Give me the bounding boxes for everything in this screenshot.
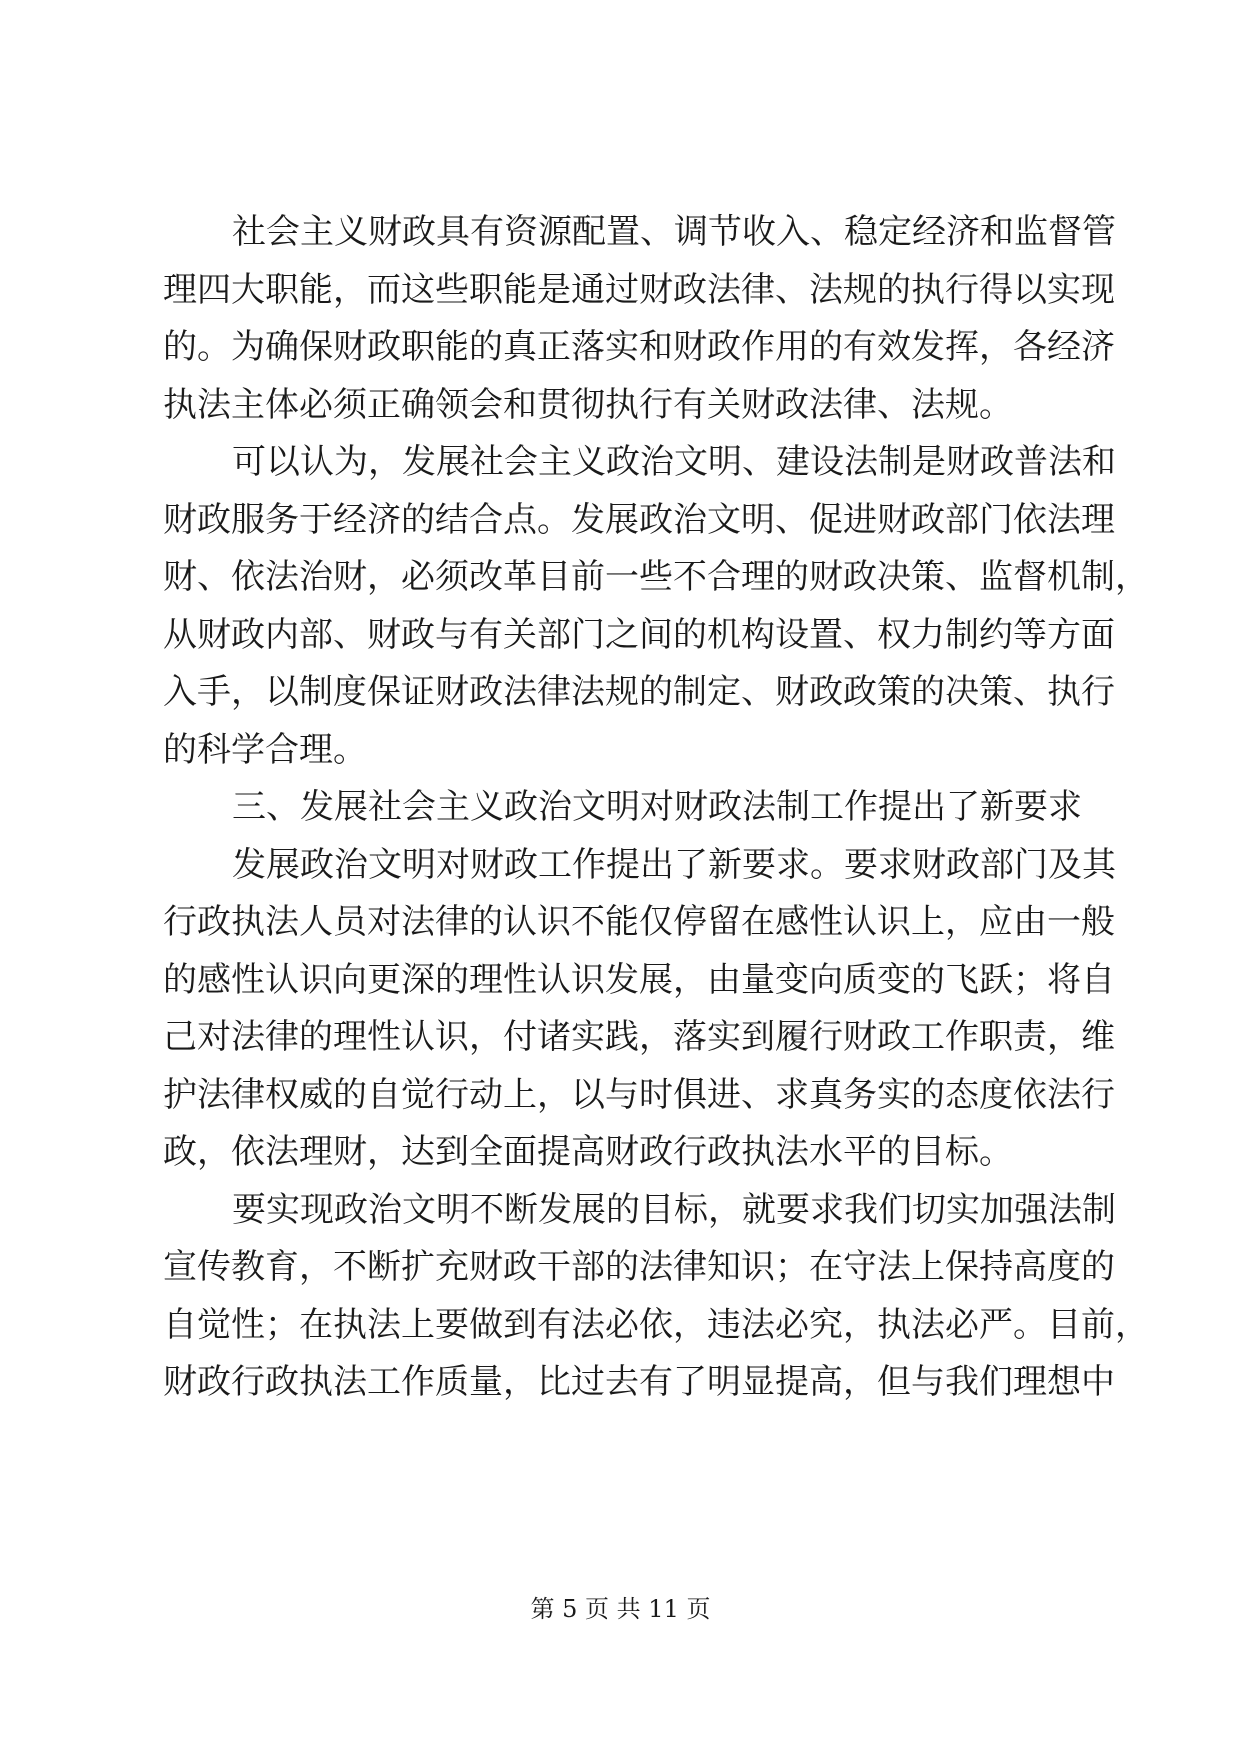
paragraph-3-line-6: 政，依法理财，达到全面提高财政行政执法水平的目标。 xyxy=(163,1132,1013,1172)
section-heading: 三、发展社会主义政治文明对财政法制工作提出了新要求 xyxy=(232,787,1082,827)
paragraph-1-line-1: 社会主义财政具有资源配置、调节收入、稳定经济和监督管 xyxy=(232,212,1116,252)
paragraph-2-line-6: 的科学合理。 xyxy=(163,730,367,770)
paragraph-3-line-1: 发展政治文明对财政工作提出了新要求。要求财政部门及其 xyxy=(232,845,1116,885)
page-number-footer: 第 5 页 共 11 页 xyxy=(530,1595,711,1623)
paragraph-2-line-2: 财政服务于经济的结合点。发展政治文明、促进财政部门依法理 xyxy=(163,500,1115,540)
paragraph-1-line-3: 的。为确保财政职能的真正落实和财政作用的有效发挥，各经济 xyxy=(163,327,1115,367)
paragraph-4-line-4: 财政行政执法工作质量，比过去有了明显提高，但与我们理想中 xyxy=(163,1362,1115,1402)
paragraph-2-line-3: 财、依法治财，必须改革目前一些不合理的财政决策、监督机制， xyxy=(163,557,1149,597)
paragraph-4-line-3: 自觉性；在执法上要做到有法必依，违法必究，执法必严。目前， xyxy=(163,1305,1149,1345)
paragraph-2-line-4: 从财政内部、财政与有关部门之间的机构设置、权力制约等方面 xyxy=(163,615,1115,655)
paragraph-2-line-1: 可以认为，发展社会主义政治文明、建设法制是财政普法和 xyxy=(232,442,1116,482)
paragraph-4-line-2: 宣传教育，不断扩充财政干部的法律知识；在守法上保持高度的 xyxy=(163,1247,1115,1287)
paragraph-3-line-2: 行政执法人员对法律的认识不能仅停留在感性认识上，应由一般 xyxy=(163,902,1115,942)
paragraph-2-line-5: 入手，以制度保证财政法律法规的制定、财政政策的决策、执行 xyxy=(163,672,1115,712)
paragraph-3-line-3: 的感性认识向更深的理性认识发展，由量变向质变的飞跃；将自 xyxy=(163,960,1115,1000)
paragraph-3-line-5: 护法律权威的自觉行动上，以与时俱进、求真务实的态度依法行 xyxy=(163,1075,1115,1115)
paragraph-4-line-1: 要实现政治文明不断发展的目标，就要求我们切实加强法制 xyxy=(232,1190,1116,1230)
paragraph-1-line-4: 执法主体必须正确领会和贯彻执行有关财政法律、法规。 xyxy=(163,385,1013,425)
paragraph-1-line-2: 理四大职能，而这些职能是通过财政法律、法规的执行得以实现 xyxy=(163,270,1115,310)
paragraph-3-line-4: 己对法律的理性认识，付诸实践，落实到履行财政工作职责，维 xyxy=(163,1017,1115,1057)
